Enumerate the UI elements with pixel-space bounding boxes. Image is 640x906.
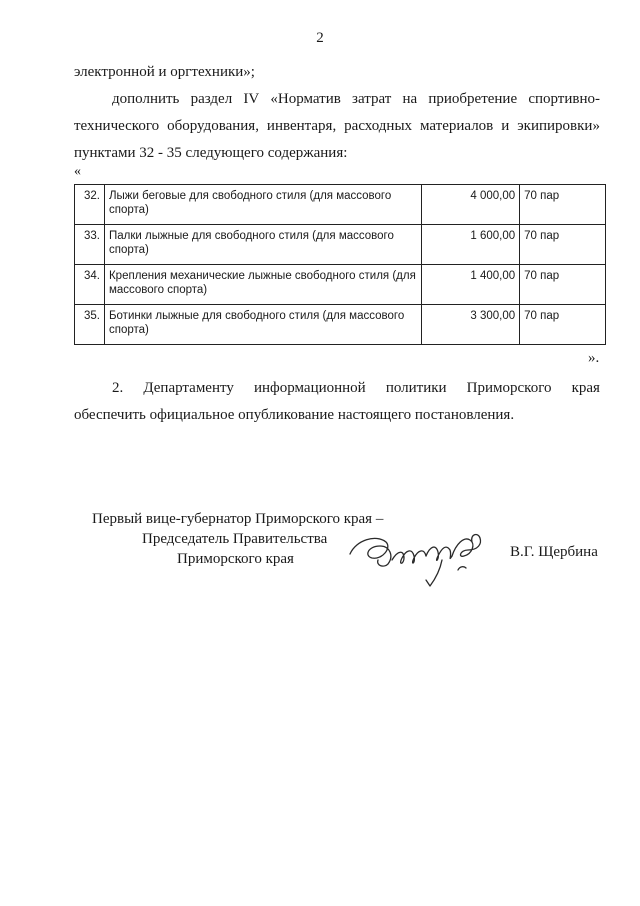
row-number: 33. — [75, 225, 105, 265]
row-number: 35. — [75, 305, 105, 345]
signatory-title-line-2: Председатель Правительства — [142, 531, 328, 547]
word: «Норматив — [270, 91, 341, 107]
paragraph-2-line-2 — [74, 118, 600, 135]
word: дополнить — [112, 91, 180, 107]
paragraph-3-line-1 — [112, 380, 600, 397]
word: спортивно- — [528, 91, 600, 107]
signatory-name: В.Г. Щербина — [510, 544, 598, 560]
word: инвентаря, — [266, 118, 337, 134]
table-row — [75, 305, 606, 345]
paragraph-1-line-1: электронной и оргтехники»; — [74, 64, 255, 80]
word: и — [501, 118, 510, 134]
row-number: 34. — [75, 265, 105, 305]
item-price: 4 000,00 — [422, 185, 520, 225]
word: расходных — [344, 118, 413, 134]
word: политики — [385, 380, 447, 396]
item-quantity: 70 пар — [520, 225, 606, 265]
quote-open: « — [74, 164, 81, 179]
handwritten-signature — [346, 520, 516, 590]
item-name: Палки лыжные для свободного стиля (для массового спорта) — [104, 225, 421, 265]
word: на — [402, 91, 418, 107]
word: экипировки» — [517, 118, 600, 134]
item-name: Крепления механические лыжные свободного стиля (для массового спорта) — [104, 265, 421, 305]
word: информационной — [253, 380, 366, 396]
word: Приморского — [466, 380, 552, 396]
item-price: 1 400,00 — [422, 265, 520, 305]
paragraph-3-line-2: обеспечить официальное опубликование настоящего постановления. — [74, 407, 515, 423]
paragraph-2-line-3: пунктами 32 - 35 следующего содержания: — [74, 145, 348, 161]
page-number: 2 — [316, 30, 324, 46]
word: затрат — [352, 91, 392, 107]
word: IV — [243, 91, 260, 107]
item-quantity: 70 пар — [520, 265, 606, 305]
word: технического — [74, 118, 160, 134]
word: края — [571, 380, 600, 396]
word: материалов — [420, 118, 494, 134]
item-quantity: 70 пар — [520, 185, 606, 225]
word: раздел — [190, 91, 233, 107]
item-price: 1 600,00 — [422, 225, 520, 265]
table-row — [75, 225, 606, 265]
item-quantity: 70 пар — [520, 305, 606, 345]
norms-table — [74, 184, 606, 345]
quote-close: ». — [588, 350, 600, 366]
table-row — [75, 265, 606, 305]
item-name: Ботинки лыжные для свободного стиля (для массового спорта) — [104, 305, 421, 345]
word: Департаменту — [143, 380, 234, 396]
signatory-title-line-3: Приморского края — [177, 551, 294, 567]
item-price: 3 300,00 — [422, 305, 520, 345]
paragraph-2-line-1 — [112, 91, 600, 108]
word: приобретение — [428, 91, 518, 107]
signatory-title-line-1: Первый вице-губернатор Приморского края – — [92, 511, 384, 527]
table-row — [75, 185, 606, 225]
word: 2. — [112, 380, 124, 396]
word: оборудования, — [167, 118, 259, 134]
row-number: 32. — [75, 185, 105, 225]
item-name: Лыжи беговые для свободного стиля (для массового спорта) — [104, 185, 421, 225]
